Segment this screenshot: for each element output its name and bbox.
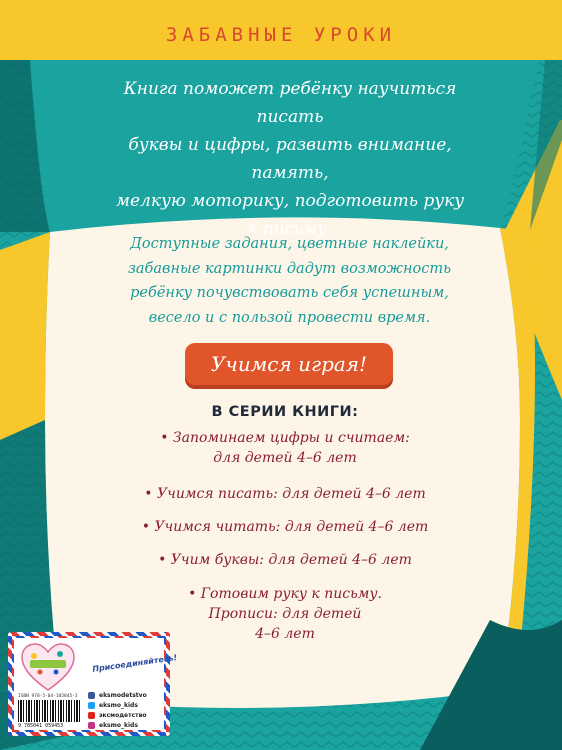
book-item xyxy=(120,550,450,570)
promo-line: забавные картинки дадут возможность xyxy=(127,260,452,277)
book-title: • Готовим руку к письму. xyxy=(188,586,382,602)
barcode xyxy=(18,700,82,722)
social-link[interactable]: эксмодетство xyxy=(88,710,168,720)
intro-line: мелкую моторику, подготовить руку xyxy=(115,191,465,211)
book-title: • Учим буквы: для детей 4–6 лет xyxy=(158,552,412,568)
promo-line: весело и с пользой провести время. xyxy=(148,309,431,326)
intro-line: к письму. xyxy=(247,219,333,239)
eksmodetstvo-logo xyxy=(20,642,76,692)
intro-line: буквы и цифры, развить внимание, память, xyxy=(128,135,452,183)
book-item xyxy=(120,428,450,468)
twitter-icon xyxy=(88,702,95,709)
promo-line: Доступные задания, цветные наклейки, xyxy=(130,236,449,252)
book-subtitle: Прописи: для детей xyxy=(208,606,362,622)
series-title: В СЕРИИ КНИГИ: xyxy=(211,404,359,420)
publisher-card xyxy=(8,632,178,736)
social-link[interactable]: eksmodetstvo xyxy=(88,690,168,700)
intro-text xyxy=(95,75,485,243)
intro-line: Книга поможет ребёнку научиться писать xyxy=(123,79,457,127)
promo-line: ребёнку почувствовать себя успешным, xyxy=(130,285,449,301)
join-stamp: Присоединяйтесь! xyxy=(91,653,178,674)
youtube-icon xyxy=(88,712,95,719)
book-title: • Учимся читать: для детей 4–6 лет xyxy=(141,519,429,535)
social-link[interactable]: eksmo_kids xyxy=(88,720,168,730)
barcode-number: 9 785041 059453 xyxy=(18,723,64,729)
learn-by-playing-badge: Учимся играя! xyxy=(185,343,393,385)
facebook-icon xyxy=(88,692,95,699)
book-item xyxy=(120,484,450,504)
book-title: • Учимся писать: для детей 4–6 лет xyxy=(144,486,426,502)
book-title: • Запоминаем цифры и считаем: xyxy=(160,430,410,446)
social-link[interactable]: eksmo_kids xyxy=(88,700,168,710)
isbn: ISBN 978-5-04-105845-3 xyxy=(18,694,78,699)
book-age: 4–6 лет xyxy=(255,626,315,642)
instagram-icon xyxy=(88,722,95,729)
series-tag: ЗАБАВНЫЕ УРОКИ xyxy=(165,24,397,46)
social-links xyxy=(88,690,168,730)
book-age: для детей 4–6 лет xyxy=(213,450,357,466)
book-item xyxy=(120,517,450,537)
promo-text xyxy=(112,232,467,330)
